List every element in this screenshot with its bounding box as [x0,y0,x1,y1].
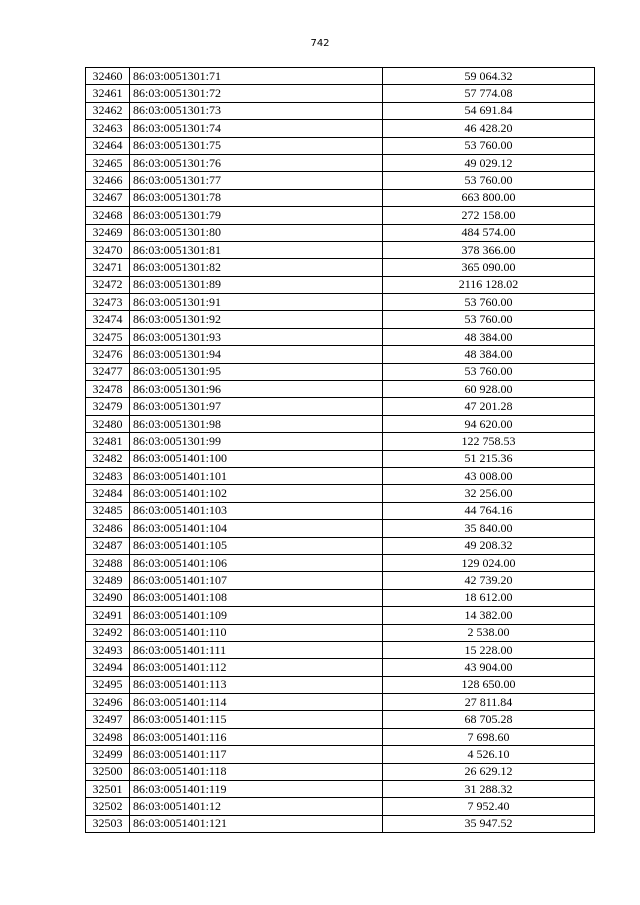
row-number-cell: 32491 [86,607,130,624]
cadastral-number-cell: 86:03:0051401:119 [130,781,383,798]
cadastral-value-cell: 378 366.00 [383,241,595,258]
cadastral-value-cell: 54 691.84 [383,102,595,119]
row-number-cell: 32495 [86,676,130,693]
cadastral-number-cell: 86:03:0051301:98 [130,415,383,432]
cadastral-value-cell: 42 739.20 [383,572,595,589]
row-number-cell: 32470 [86,241,130,258]
row-number-cell: 32488 [86,554,130,571]
table-row [86,433,595,450]
row-number-cell: 32494 [86,659,130,676]
cadastral-number-cell: 86:03:0051301:92 [130,311,383,328]
cadastral-value-cell: 2116 128.02 [383,276,595,293]
cadastral-value-cell: 27 811.84 [383,694,595,711]
cadastral-value-cell: 35 840.00 [383,520,595,537]
row-number-cell: 32493 [86,641,130,658]
cadastral-value-cell: 51 215.36 [383,450,595,467]
table-row [86,711,595,728]
row-number-cell: 32476 [86,346,130,363]
row-number-cell: 32492 [86,624,130,641]
row-number-cell: 32498 [86,728,130,745]
table-row [86,676,595,693]
row-number-cell: 32484 [86,485,130,502]
row-number-cell: 32474 [86,311,130,328]
table-row [86,137,595,154]
table-row [86,520,595,537]
cadastral-value-cell: 47 201.28 [383,398,595,415]
table-row [86,207,595,224]
table-row [86,467,595,484]
cadastral-value-cell: 18 612.00 [383,589,595,606]
cadastral-number-cell: 86:03:0051401:12 [130,798,383,815]
row-number-cell: 32482 [86,450,130,467]
row-number-cell: 32462 [86,102,130,119]
row-number-cell: 32481 [86,433,130,450]
cadastral-value-cell: 663 800.00 [383,189,595,206]
table-row [86,224,595,241]
table-row [86,641,595,658]
table-row [86,624,595,641]
cadastral-number-cell: 86:03:0051301:78 [130,189,383,206]
table-row [86,189,595,206]
cadastral-number-cell: 86:03:0051401:104 [130,520,383,537]
cadastral-number-cell: 86:03:0051301:89 [130,276,383,293]
table-row [86,815,595,832]
row-number-cell: 32479 [86,398,130,415]
cadastral-value-cell: 35 947.52 [383,815,595,832]
cadastral-number-cell: 86:03:0051301:72 [130,85,383,102]
table-row [86,276,595,293]
cadastral-value-cell: 59 064.32 [383,68,595,85]
cadastral-value-cell: 53 760.00 [383,363,595,380]
row-number-cell: 32480 [86,415,130,432]
cadastral-number-cell: 86:03:0051301:77 [130,172,383,189]
table-row [86,781,595,798]
row-number-cell: 32502 [86,798,130,815]
cadastral-number-cell: 86:03:0051301:76 [130,154,383,171]
cadastral-value-cell: 48 384.00 [383,346,595,363]
cadastral-number-cell: 86:03:0051401:118 [130,763,383,780]
cadastral-number-cell: 86:03:0051301:91 [130,294,383,311]
row-number-cell: 32503 [86,815,130,832]
table-row [86,502,595,519]
cadastral-value-cell: 15 228.00 [383,641,595,658]
table-row [86,589,595,606]
cadastral-value-cell: 68 705.28 [383,711,595,728]
cadastral-value-cell: 43 008.00 [383,467,595,484]
cadastral-number-cell: 86:03:0051301:82 [130,259,383,276]
row-number-cell: 32487 [86,537,130,554]
table-row [86,607,595,624]
cadastral-number-cell: 86:03:0051301:94 [130,346,383,363]
row-number-cell: 32485 [86,502,130,519]
cadastral-value-cell: 53 760.00 [383,294,595,311]
cadastral-number-cell: 86:03:0051401:111 [130,641,383,658]
cadastral-number-cell: 86:03:0051401:115 [130,711,383,728]
row-number-cell: 32468 [86,207,130,224]
table-row [86,68,595,85]
row-number-cell: 32499 [86,746,130,763]
cadastral-value-cell: 7 698.60 [383,728,595,745]
cadastral-value-cell: 122 758.53 [383,433,595,450]
table-row [86,572,595,589]
cadastral-number-cell: 86:03:0051301:71 [130,68,383,85]
table-row [86,798,595,815]
row-number-cell: 32472 [86,276,130,293]
table-row [86,485,595,502]
table-row [86,398,595,415]
table-row [86,415,595,432]
cadastral-number-cell: 86:03:0051301:96 [130,381,383,398]
row-number-cell: 32477 [86,363,130,380]
cadastral-number-cell: 86:03:0051301:80 [130,224,383,241]
table-row [86,154,595,171]
cadastral-number-cell: 86:03:0051301:79 [130,207,383,224]
row-number-cell: 32461 [86,85,130,102]
cadastral-value-cell: 43 904.00 [383,659,595,676]
table-row [86,328,595,345]
cadastral-number-cell: 86:03:0051401:107 [130,572,383,589]
table-row [86,311,595,328]
row-number-cell: 32490 [86,589,130,606]
cadastral-number-cell: 86:03:0051301:95 [130,363,383,380]
cadastral-number-cell: 86:03:0051401:102 [130,485,383,502]
row-number-cell: 32471 [86,259,130,276]
table-row [86,554,595,571]
cadastral-value-cell: 44 764.16 [383,502,595,519]
row-number-cell: 32486 [86,520,130,537]
cadastral-value-cell: 53 760.00 [383,137,595,154]
table-row [86,85,595,102]
cadastral-value-cell: 94 620.00 [383,415,595,432]
cadastral-number-cell: 86:03:0051401:110 [130,624,383,641]
cadastral-number-cell: 86:03:0051301:74 [130,120,383,137]
row-number-cell: 32460 [86,68,130,85]
cadastral-value-cell: 26 629.12 [383,763,595,780]
cadastral-value-cell: 57 774.08 [383,85,595,102]
table-row [86,746,595,763]
table-row [86,120,595,137]
cadastral-value-cell: 48 384.00 [383,328,595,345]
row-number-cell: 32500 [86,763,130,780]
cadastral-number-cell: 86:03:0051301:73 [130,102,383,119]
row-number-cell: 32475 [86,328,130,345]
row-number-cell: 32466 [86,172,130,189]
cadastral-value-cell: 49 208.32 [383,537,595,554]
row-number-cell: 32496 [86,694,130,711]
cadastral-value-cell: 46 428.20 [383,120,595,137]
cadastral-value-table [85,67,595,833]
cadastral-value-cell: 49 029.12 [383,154,595,171]
cadastral-value-cell: 272 158.00 [383,207,595,224]
row-number-cell: 32501 [86,781,130,798]
row-number-cell: 32463 [86,120,130,137]
table-row [86,763,595,780]
table-row [86,694,595,711]
row-number-cell: 32478 [86,381,130,398]
table-row [86,537,595,554]
table-row [86,259,595,276]
table-row [86,659,595,676]
cadastral-value-cell: 129 024.00 [383,554,595,571]
cadastral-value-cell: 128 650.00 [383,676,595,693]
row-number-cell: 32497 [86,711,130,728]
table-row [86,363,595,380]
cadastral-value-cell: 32 256.00 [383,485,595,502]
row-number-cell: 32469 [86,224,130,241]
row-number-cell: 32473 [86,294,130,311]
cadastral-value-cell: 4 526.10 [383,746,595,763]
table-row [86,450,595,467]
row-number-cell: 32483 [86,467,130,484]
cadastral-number-cell: 86:03:0051301:97 [130,398,383,415]
cadastral-number-cell: 86:03:0051401:114 [130,694,383,711]
cadastral-number-cell: 86:03:0051401:106 [130,554,383,571]
cadastral-value-cell: 53 760.00 [383,311,595,328]
cadastral-number-cell: 86:03:0051401:117 [130,746,383,763]
cadastral-number-cell: 86:03:0051401:105 [130,537,383,554]
cadastral-number-cell: 86:03:0051301:75 [130,137,383,154]
table-row [86,381,595,398]
cadastral-number-cell: 86:03:0051301:99 [130,433,383,450]
table-body [86,68,595,833]
cadastral-number-cell: 86:03:0051401:101 [130,467,383,484]
table-row [86,172,595,189]
table-row [86,294,595,311]
table-row [86,241,595,258]
cadastral-number-cell: 86:03:0051401:112 [130,659,383,676]
cadastral-value-cell: 53 760.00 [383,172,595,189]
row-number-cell: 32464 [86,137,130,154]
cadastral-number-cell: 86:03:0051401:121 [130,815,383,832]
cadastral-number-cell: 86:03:0051401:109 [130,607,383,624]
page-number: 742 [310,38,330,49]
cadastral-number-cell: 86:03:0051401:103 [130,502,383,519]
cadastral-number-cell: 86:03:0051301:93 [130,328,383,345]
cadastral-value-cell: 60 928.00 [383,381,595,398]
cadastral-value-cell: 484 574.00 [383,224,595,241]
cadastral-number-cell: 86:03:0051401:116 [130,728,383,745]
table-row [86,102,595,119]
row-number-cell: 32489 [86,572,130,589]
cadastral-value-cell: 2 538.00 [383,624,595,641]
row-number-cell: 32467 [86,189,130,206]
cadastral-value-cell: 14 382.00 [383,607,595,624]
table-row [86,346,595,363]
cadastral-number-cell: 86:03:0051401:108 [130,589,383,606]
cadastral-number-cell: 86:03:0051401:113 [130,676,383,693]
cadastral-number-cell: 86:03:0051301:81 [130,241,383,258]
table-row [86,728,595,745]
cadastral-value-cell: 7 952.40 [383,798,595,815]
cadastral-value-cell: 31 288.32 [383,781,595,798]
row-number-cell: 32465 [86,154,130,171]
cadastral-number-cell: 86:03:0051401:100 [130,450,383,467]
cadastral-value-cell: 365 090.00 [383,259,595,276]
